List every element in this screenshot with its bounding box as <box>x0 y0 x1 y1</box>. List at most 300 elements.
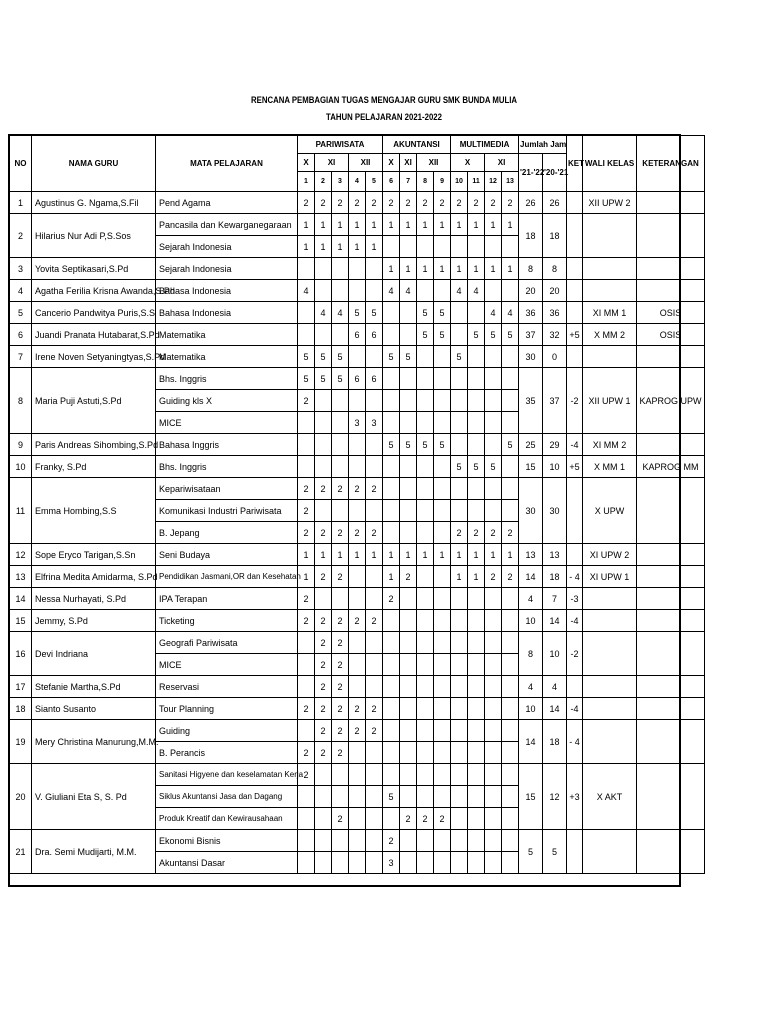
hours-cell: 5 <box>417 324 434 346</box>
subject-name: Guiding kls X <box>156 390 298 412</box>
hours-cell <box>315 588 332 610</box>
total-hours-21-22: 15 <box>519 456 543 478</box>
hours-cell: 1 <box>400 544 417 566</box>
multimedia-grade-x: X <box>451 154 485 172</box>
hours-cell: 1 <box>383 258 400 280</box>
hours-cell <box>485 478 502 500</box>
hours-cell <box>485 412 502 434</box>
hours-cell: 5 <box>451 346 468 368</box>
hours-cell <box>400 676 417 698</box>
wali-kelas-cell <box>583 698 637 720</box>
hours-cell <box>485 236 502 258</box>
hours-cell <box>383 764 400 786</box>
class-number-header: 11 <box>468 172 485 192</box>
hours-cell <box>468 698 485 720</box>
hours-cell <box>298 676 315 698</box>
subject-name: Siklus Akuntansi Jasa dan Dagang <box>156 786 298 808</box>
hours-cell <box>366 676 383 698</box>
wali-kelas-cell: XI UPW 1 <box>583 566 637 588</box>
hours-cell <box>332 324 349 346</box>
ket-cell: -4 <box>567 610 583 632</box>
hours-cell: 5 <box>434 434 451 456</box>
table-body <box>10 192 705 874</box>
hours-cell <box>451 302 468 324</box>
hours-cell <box>417 236 434 258</box>
total-hours-21-22: 8 <box>519 632 543 676</box>
table-row <box>10 302 705 324</box>
hours-cell <box>383 610 400 632</box>
keterangan-cell <box>637 632 705 676</box>
hours-cell: 2 <box>298 522 315 544</box>
hours-cell <box>332 588 349 610</box>
hours-cell <box>315 456 332 478</box>
total-hours-20-21: 18 <box>543 720 567 764</box>
hours-cell <box>434 654 451 676</box>
hours-cell <box>434 720 451 742</box>
subject-name: B. Perancis <box>156 742 298 764</box>
header-ket: KET <box>567 136 583 192</box>
table-row <box>10 698 705 720</box>
hours-cell: 5 <box>383 434 400 456</box>
hours-cell: 1 <box>468 214 485 236</box>
hours-cell <box>451 698 468 720</box>
hours-cell <box>485 676 502 698</box>
hours-cell: 2 <box>332 632 349 654</box>
hours-cell <box>485 368 502 390</box>
hours-cell <box>502 412 519 434</box>
hours-cell <box>468 236 485 258</box>
ket-cell: +5 <box>567 456 583 478</box>
header-akuntansi: AKUNTANSI <box>383 136 451 154</box>
teacher-name: Nessa Nurhayati, S.Pd <box>32 588 156 610</box>
row-number: 21 <box>10 830 32 874</box>
hours-cell <box>332 258 349 280</box>
hours-cell <box>400 236 417 258</box>
table-row <box>10 588 705 610</box>
hours-cell: 1 <box>400 214 417 236</box>
hours-cell <box>485 720 502 742</box>
total-hours-20-21: 37 <box>543 368 567 434</box>
hours-cell: 1 <box>315 214 332 236</box>
total-hours-20-21: 32 <box>543 324 567 346</box>
hours-cell <box>417 456 434 478</box>
hours-cell <box>349 830 366 852</box>
total-hours-21-22: 4 <box>519 676 543 698</box>
hours-cell <box>400 830 417 852</box>
hours-cell: 2 <box>383 830 400 852</box>
hours-cell <box>485 742 502 764</box>
wali-kelas-cell: X AKT <box>583 764 637 830</box>
ket-cell: - 4 <box>567 720 583 764</box>
hours-cell <box>366 434 383 456</box>
hours-cell <box>349 566 366 588</box>
teacher-name: Irene Noven Setyaningtyas,S.Pd <box>32 346 156 368</box>
class-number-header: 12 <box>485 172 502 192</box>
wali-kelas-cell: XII UPW 2 <box>583 192 637 214</box>
hours-cell: 1 <box>417 258 434 280</box>
hours-cell: 2 <box>485 566 502 588</box>
hours-cell <box>502 588 519 610</box>
wali-kelas-cell <box>583 632 637 676</box>
hours-cell <box>451 324 468 346</box>
hours-cell <box>434 456 451 478</box>
teacher-name: Agatha Ferilia Krisna Awanda,S.Pd <box>32 280 156 302</box>
hours-cell: 2 <box>349 720 366 742</box>
hours-cell <box>400 302 417 324</box>
hours-cell: 1 <box>468 258 485 280</box>
keterangan-cell: KAPROG MM <box>637 456 705 478</box>
hours-cell: 5 <box>400 346 417 368</box>
total-hours-20-21: 5 <box>543 830 567 874</box>
class-number-header: 3 <box>332 172 349 192</box>
header-mata-pelajaran: MATA PELAJARAN <box>156 136 298 192</box>
hours-cell <box>434 852 451 874</box>
hours-cell <box>451 610 468 632</box>
hours-cell <box>417 522 434 544</box>
total-hours-20-21: 12 <box>543 764 567 830</box>
hours-cell <box>383 676 400 698</box>
ket-cell: -2 <box>567 632 583 676</box>
hours-cell <box>468 412 485 434</box>
keterangan-cell <box>637 588 705 610</box>
hours-cell: 5 <box>400 434 417 456</box>
hours-cell <box>468 808 485 830</box>
hours-cell: 1 <box>468 544 485 566</box>
subject-name: Produk Kreatif dan Kewirausahaan <box>156 808 298 830</box>
total-hours-21-22: 20 <box>519 280 543 302</box>
hours-cell <box>315 258 332 280</box>
hours-cell <box>417 720 434 742</box>
hours-cell: 2 <box>298 478 315 500</box>
hours-cell: 1 <box>298 544 315 566</box>
table-row <box>10 544 705 566</box>
teacher-name: Hilarius Nur Adi P,S.Sos <box>32 214 156 258</box>
table-row <box>10 478 705 500</box>
hours-cell <box>434 676 451 698</box>
ket-cell: - 4 <box>567 566 583 588</box>
row-number: 15 <box>10 610 32 632</box>
hours-cell <box>451 720 468 742</box>
hours-cell: 4 <box>383 280 400 302</box>
hours-cell: 2 <box>366 610 383 632</box>
hours-cell <box>400 456 417 478</box>
hours-cell <box>366 830 383 852</box>
hours-cell <box>451 412 468 434</box>
keterangan-cell <box>637 214 705 258</box>
hours-cell: 2 <box>315 742 332 764</box>
title-line-1: RENCANA PEMBAGIAN TUGAS MENGAJAR GURU SMK BUNDA MULIA <box>250 95 518 106</box>
hours-cell <box>485 786 502 808</box>
subject-name: Sanitasi Higyene dan keselamatan Kerja <box>156 764 298 786</box>
hours-cell <box>468 610 485 632</box>
subject-name: Bahasa Indonesia <box>156 302 298 324</box>
hours-cell: 1 <box>400 258 417 280</box>
hours-cell <box>502 720 519 742</box>
total-hours-21-22: 15 <box>519 764 543 830</box>
wali-kelas-cell <box>583 258 637 280</box>
hours-cell <box>502 786 519 808</box>
teaching-assignment-table <box>9 135 705 874</box>
hours-cell: 1 <box>315 544 332 566</box>
hours-cell <box>485 390 502 412</box>
hours-cell <box>502 346 519 368</box>
hours-cell <box>315 434 332 456</box>
hours-cell <box>485 588 502 610</box>
subject-name: Bahasa Inggris <box>156 434 298 456</box>
hours-cell <box>332 456 349 478</box>
hours-cell: 2 <box>332 654 349 676</box>
hours-cell <box>502 676 519 698</box>
wali-kelas-cell <box>583 346 637 368</box>
hours-cell <box>332 764 349 786</box>
subject-name: Bhs. Inggris <box>156 368 298 390</box>
total-hours-21-22: 25 <box>519 434 543 456</box>
hours-cell <box>417 852 434 874</box>
hours-cell <box>451 500 468 522</box>
total-hours-21-22: 26 <box>519 192 543 214</box>
total-hours-20-21: 18 <box>543 214 567 258</box>
hours-cell: 5 <box>298 368 315 390</box>
class-number-header: 13 <box>502 172 519 192</box>
subject-name: Ekonomi Bisnis <box>156 830 298 852</box>
hours-cell <box>383 390 400 412</box>
subject-name: Bahasa Indonesia <box>156 280 298 302</box>
hours-cell <box>451 830 468 852</box>
hours-cell: 2 <box>298 610 315 632</box>
row-number: 14 <box>10 588 32 610</box>
hours-cell <box>383 478 400 500</box>
hours-cell: 2 <box>417 808 434 830</box>
hours-cell: 1 <box>485 214 502 236</box>
teacher-name: Devi Indriana <box>32 632 156 676</box>
hours-cell <box>417 830 434 852</box>
hours-cell <box>502 632 519 654</box>
hours-cell: 2 <box>349 522 366 544</box>
hours-cell <box>434 742 451 764</box>
hours-cell <box>434 478 451 500</box>
hours-cell: 1 <box>332 214 349 236</box>
hours-cell: 1 <box>298 214 315 236</box>
table-row <box>10 258 705 280</box>
hours-cell: 1 <box>502 214 519 236</box>
hours-cell: 2 <box>434 192 451 214</box>
teacher-name: Sianto Susanto <box>32 698 156 720</box>
teacher-name: Emma Hombing,S.S <box>32 478 156 544</box>
keterangan-cell <box>637 764 705 830</box>
ket-cell <box>567 214 583 258</box>
hours-cell <box>434 280 451 302</box>
class-number-header: 4 <box>349 172 366 192</box>
hours-cell: 2 <box>332 478 349 500</box>
subject-name: Sejarah Indonesia <box>156 258 298 280</box>
ket-cell: -4 <box>567 434 583 456</box>
header-row-1 <box>10 136 705 154</box>
total-hours-20-21: 4 <box>543 676 567 698</box>
ket-cell <box>567 478 583 544</box>
pariwisata-grade-xii: XII <box>349 154 383 172</box>
hours-cell <box>468 478 485 500</box>
hours-cell <box>400 478 417 500</box>
hours-cell: 5 <box>349 302 366 324</box>
teacher-name: Sope Eryco Tarigan,S.Sn <box>32 544 156 566</box>
hours-cell <box>298 654 315 676</box>
hours-cell <box>434 764 451 786</box>
hours-cell: 2 <box>451 192 468 214</box>
hours-cell <box>502 280 519 302</box>
hours-cell: 2 <box>298 500 315 522</box>
hours-cell <box>383 654 400 676</box>
hours-cell: 4 <box>451 280 468 302</box>
hours-cell <box>485 500 502 522</box>
hours-cell <box>434 588 451 610</box>
akuntansi-grade-xi: XI <box>400 154 417 172</box>
ket-cell <box>567 280 583 302</box>
hours-cell <box>400 412 417 434</box>
ket-cell: +3 <box>567 764 583 830</box>
wali-kelas-cell: XI MM 2 <box>583 434 637 456</box>
subject-name: Ticketing <box>156 610 298 632</box>
hours-cell <box>400 698 417 720</box>
hours-cell: 6 <box>349 368 366 390</box>
teacher-name: Elfrina Medita Amidarma, S.Pd <box>32 566 156 588</box>
header-year-20-21: '20-'21 <box>543 154 567 192</box>
subject-name: Pancasila dan Kewarganegaraan <box>156 214 298 236</box>
hours-cell <box>451 786 468 808</box>
hours-cell <box>349 764 366 786</box>
hours-cell: 2 <box>298 588 315 610</box>
hours-cell: 2 <box>315 566 332 588</box>
hours-cell: 2 <box>315 632 332 654</box>
hours-cell: 2 <box>366 522 383 544</box>
header-year-21-22: '21-'22 <box>519 154 543 192</box>
hours-cell <box>417 280 434 302</box>
hours-cell <box>298 852 315 874</box>
hours-cell <box>485 610 502 632</box>
hours-cell <box>383 698 400 720</box>
hours-cell <box>451 654 468 676</box>
hours-cell <box>400 610 417 632</box>
hours-cell <box>451 236 468 258</box>
hours-cell <box>400 764 417 786</box>
total-hours-20-21: 20 <box>543 280 567 302</box>
hours-cell <box>451 368 468 390</box>
subject-name: Guiding <box>156 720 298 742</box>
total-hours-20-21: 8 <box>543 258 567 280</box>
hours-cell: 1 <box>468 566 485 588</box>
hours-cell: 5 <box>417 434 434 456</box>
teacher-name: Paris Andreas Sihombing,S.Pd <box>32 434 156 456</box>
hours-cell <box>468 676 485 698</box>
hours-cell <box>451 478 468 500</box>
hours-cell <box>298 786 315 808</box>
hours-cell: 5 <box>485 456 502 478</box>
hours-cell: 2 <box>400 566 417 588</box>
hours-cell <box>417 346 434 368</box>
hours-cell <box>366 588 383 610</box>
total-hours-21-22: 37 <box>519 324 543 346</box>
hours-cell <box>349 500 366 522</box>
multimedia-grade-xi: XI <box>485 154 519 172</box>
hours-cell: 1 <box>434 214 451 236</box>
hours-cell: 4 <box>400 280 417 302</box>
hours-cell <box>383 632 400 654</box>
hours-cell <box>349 456 366 478</box>
ket-cell: +5 <box>567 324 583 346</box>
hours-cell <box>332 500 349 522</box>
hours-cell <box>383 456 400 478</box>
teacher-name: V. Giuliani Eta S, S. Pd <box>32 764 156 830</box>
total-hours-20-21: 10 <box>543 632 567 676</box>
class-number-header: 7 <box>400 172 417 192</box>
hours-cell <box>417 764 434 786</box>
hours-cell: 3 <box>349 412 366 434</box>
table-row <box>10 720 705 742</box>
header-no: NO <box>10 136 32 192</box>
hours-cell <box>434 500 451 522</box>
hours-cell: 1 <box>502 544 519 566</box>
table-row <box>10 192 705 214</box>
keterangan-cell <box>637 434 705 456</box>
ket-cell <box>567 192 583 214</box>
pariwisata-grade-x: X <box>298 154 315 172</box>
hours-cell <box>400 522 417 544</box>
hours-cell <box>332 852 349 874</box>
hours-cell <box>349 258 366 280</box>
subject-name: Bhs. Inggris <box>156 456 298 478</box>
hours-cell <box>468 302 485 324</box>
hours-cell <box>485 808 502 830</box>
hours-cell <box>298 720 315 742</box>
hours-cell <box>485 280 502 302</box>
hours-cell <box>366 632 383 654</box>
akuntansi-grade-xii: XII <box>417 154 451 172</box>
hours-cell <box>349 676 366 698</box>
hours-cell <box>400 742 417 764</box>
total-hours-21-22: 4 <box>519 588 543 610</box>
hours-cell <box>502 610 519 632</box>
hours-cell <box>468 786 485 808</box>
hours-cell <box>366 456 383 478</box>
hours-cell <box>315 280 332 302</box>
hours-cell <box>315 500 332 522</box>
hours-cell: 2 <box>332 566 349 588</box>
total-hours-21-22: 10 <box>519 698 543 720</box>
hours-cell <box>451 742 468 764</box>
hours-cell <box>468 742 485 764</box>
hours-cell <box>349 588 366 610</box>
hours-cell: 6 <box>366 324 383 346</box>
hours-cell <box>502 764 519 786</box>
table-row <box>10 610 705 632</box>
subject-name: MICE <box>156 412 298 434</box>
hours-cell: 6 <box>366 368 383 390</box>
total-hours-20-21: 14 <box>543 698 567 720</box>
header-wali-kelas: WALI KELAS <box>583 136 637 192</box>
hours-cell <box>366 742 383 764</box>
hours-cell: 5 <box>502 434 519 456</box>
hours-cell: 2 <box>332 522 349 544</box>
hours-cell: 1 <box>451 258 468 280</box>
hours-cell: 1 <box>332 544 349 566</box>
hours-cell: 5 <box>468 456 485 478</box>
total-hours-20-21: 30 <box>543 478 567 544</box>
wali-kelas-cell <box>583 214 637 258</box>
hours-cell <box>417 632 434 654</box>
hours-cell <box>366 808 383 830</box>
hours-cell <box>332 434 349 456</box>
table-row <box>10 368 705 390</box>
hours-cell: 2 <box>315 478 332 500</box>
